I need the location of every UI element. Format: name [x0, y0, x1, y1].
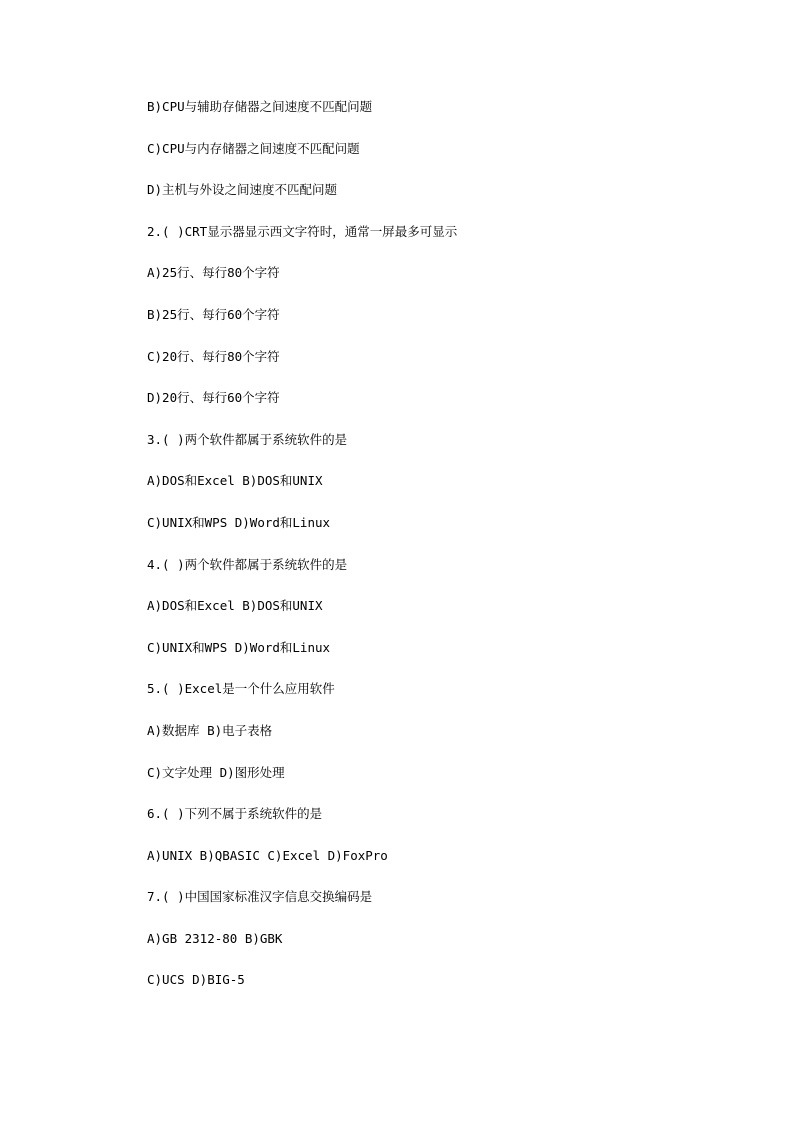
option-line-7cd: C)UCS D)BIG-5: [147, 972, 245, 988]
option-line-2c: C)20行、每行80个字符: [147, 348, 280, 364]
question-6: 6.( )下列不属于系统软件的是: [147, 806, 323, 822]
option-line-2d: D)20行、每行60个字符: [147, 390, 280, 406]
option-line-2b: B)25行、每行60个字符: [147, 306, 280, 322]
document-text: [147, 96, 457, 1011]
option-line-6: A)UNIX B)QBASIC C)Excel D)FoxPro: [147, 847, 388, 863]
option-line-1b: B)CPU与辅助存储器之间速度不匹配问题: [147, 99, 373, 114]
option-line-5ab: A)数据库 B)电子表格: [147, 722, 273, 738]
option-line-3cd: C)UNIX和WPS D)Word和Linux: [147, 514, 331, 530]
option-line-5cd: C)文字处理 D)图形处理: [147, 764, 285, 780]
option-line-2a: A)25行、每行80个字符: [147, 265, 280, 281]
question-7: 7.( )中国国家标准汉字信息交换编码是: [147, 889, 373, 905]
question-2: 2.( )CRT显示器显示西文字符时，通常一屏最多可显示: [147, 223, 458, 239]
option-line-4ab: A)DOS和Excel B)DOS和UNIX: [147, 598, 323, 614]
option-line-4cd: C)UNIX和WPS D)Word和Linux: [147, 639, 331, 655]
question-3: 3.( )两个软件都属于系统软件的是: [147, 431, 348, 447]
question-4: 4.( )两个软件都属于系统软件的是: [147, 556, 348, 572]
option-line-3ab: A)DOS和Excel B)DOS和UNIX: [147, 473, 323, 489]
option-line-1c: C)CPU与内存储器之间速度不匹配问题: [147, 140, 360, 156]
option-line-1d: D)主机与外设之间速度不匹配问题: [147, 182, 338, 198]
option-line-7ab: A)GB 2312-80 B)GBK: [147, 930, 283, 946]
question-5: 5.( )Excel是一个什么应用软件: [147, 681, 335, 697]
